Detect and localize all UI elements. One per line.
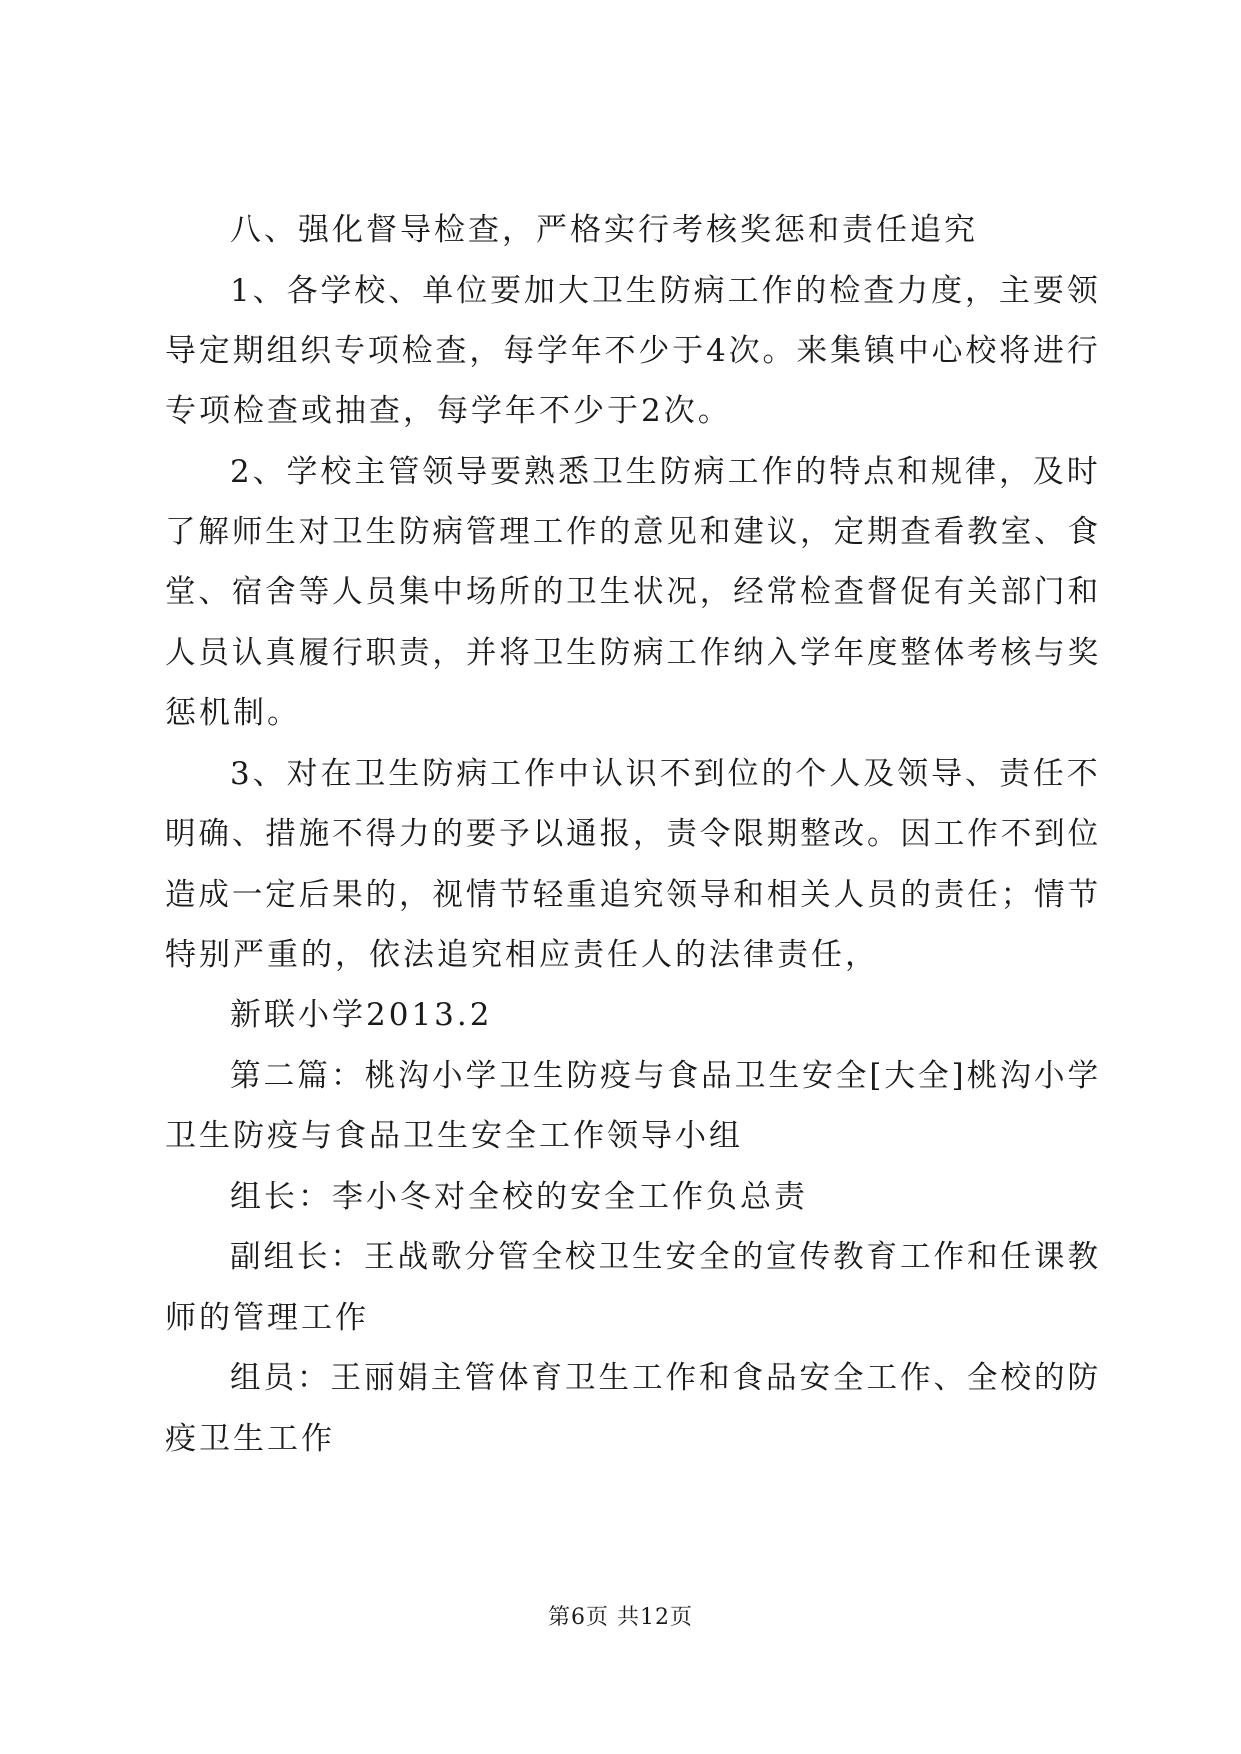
- paragraph-line: 师的管理工作: [165, 1300, 369, 1336]
- paragraph-line: 导定期组织专项检查，每学年不少于4次。来集镇中心校将进行: [165, 333, 1101, 369]
- paragraph-line: 3、对在卫生防病工作中认识不到位的个人及领导、责任不: [230, 756, 1101, 792]
- paragraph-line: 1、各学校、单位要加大卫生防病工作的检查力度，主要领: [230, 273, 1101, 309]
- paragraph-line: 组长：李小冬对全校的安全工作负总责: [230, 1179, 808, 1215]
- paragraph-line: 造成一定后果的，视情节轻重追究领导和相关人员的责任；情节: [165, 877, 1102, 913]
- section-heading: 八、强化督导检查，严格实行考核奖惩和责任追究: [230, 212, 978, 248]
- paragraph-line: 特别严重的，依法追究相应责任人的法律责任，: [165, 937, 879, 973]
- paragraph-line: 堂、宿舍等人员集中场所的卫生状况，经常检查督促有关部门和: [165, 574, 1102, 610]
- paragraph-line: 专项检查或抽查，每学年不少于2次。: [165, 393, 732, 429]
- paragraph-line: 组员：王丽娟主管体育卫生工作和食品安全工作、全校的防: [230, 1360, 1102, 1396]
- paragraph-line: 疫卫生工作: [165, 1421, 335, 1457]
- paragraph-line: 副组长：王战歌分管全校卫生安全的宣传教育工作和任课教: [230, 1239, 1102, 1275]
- paragraph-line: 2、学校主管领导要熟悉卫生防病工作的特点和规律，及时: [230, 454, 1101, 490]
- paragraph-line: 了解师生对卫生防病管理工作的意见和建议，定期查看教室、食: [165, 514, 1102, 550]
- paragraph-line: 惩机制。: [165, 695, 301, 731]
- paragraph-line: 明确、措施不得力的要予以通报，责令限期整改。因工作不到位: [165, 816, 1102, 852]
- page-number-footer: 第6页 共12页: [548, 1605, 693, 1630]
- paragraph-line: 卫生防疫与食品卫生安全工作领导小组: [165, 1118, 743, 1154]
- section-heading: 第二篇：桃沟小学卫生防疫与食品卫生安全[大全]桃沟小学: [230, 1058, 1102, 1094]
- paragraph-line: 人员认真履行职责，并将卫生防病工作纳入学年度整体考核与奖: [165, 635, 1102, 671]
- signature-line: 新联小学2013.2: [230, 997, 493, 1033]
